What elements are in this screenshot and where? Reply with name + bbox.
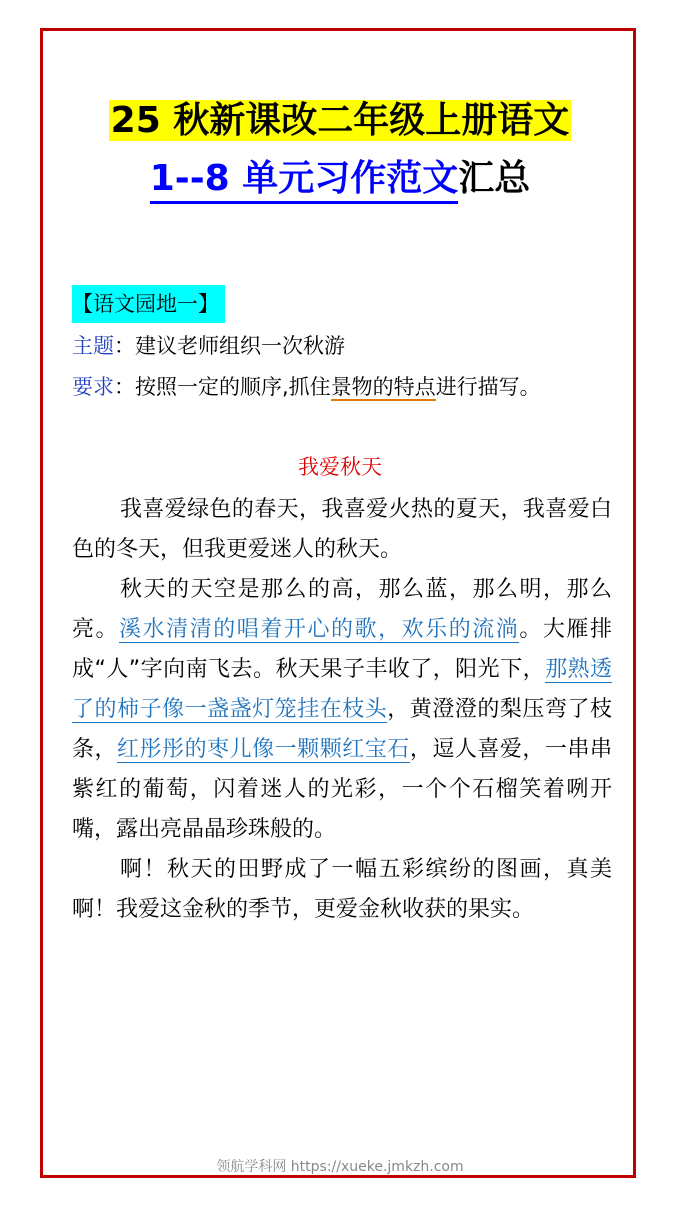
title-highlight: 25 秋新课改二年级上册语文: [110, 100, 570, 141]
requirement-label: 要求: [72, 375, 114, 399]
requirement-text-after: 进行描写。: [435, 375, 541, 399]
title-black-part: 汇总: [458, 158, 531, 199]
p2-text-a: 秋天的天空是那么的高，那么蓝，那么明，那么亮。: [72, 577, 612, 642]
document-title-line1: [0, 96, 680, 146]
footer-watermark: 领航学科网 https://xueke.jmkzh.com: [216, 1159, 464, 1175]
essay-paragraph-3: 啊！秋天的田野成了一幅五彩缤纷的图画，真美啊！我爱这金秋的季节，更爱金秋收获的果实。: [72, 857, 612, 922]
section-tag: 【语文园地一】: [72, 285, 225, 323]
essay-paragraph-1: 我喜爱绿色的春天，我喜爱火热的夏天，我喜爱白色的冬天，但我更爱迷人的秋天。: [72, 497, 612, 562]
title-blue-part: 1--8 单元习作范文: [150, 158, 459, 204]
p2-text-c: 。大雁排成“人”字向南飞去。秋天果子丰收了，阳光下，: [72, 617, 612, 682]
topic-sep: ：: [114, 334, 135, 358]
requirement-text-before: 按照一定的顺序,抓住: [135, 375, 331, 399]
p2-text-e: ，黄澄澄的梨压弯了枝条，: [72, 697, 612, 762]
essay-paragraph-2: [72, 570, 612, 850]
p2-highlight-jujube: 红彤彤的枣儿像一颗颗红宝石: [117, 737, 410, 762]
p2-highlight-stream: 溪水清清的唱着开心的歌，欢乐的流淌: [119, 617, 520, 642]
topic-label: 主题: [72, 334, 114, 358]
essay-body: [72, 490, 612, 930]
document-title-line2: [0, 154, 680, 204]
topic-text: 建议老师组织一次秋游: [135, 334, 345, 358]
essay-title: 我爱秋天: [298, 455, 382, 479]
topic-line: [72, 331, 345, 361]
requirement-line: [72, 372, 541, 402]
requirement-underlined: 景物的特点: [330, 375, 436, 399]
p2-text-g: ，逗人喜爱，一串串紫红的葡萄，闪着迷人的光彩，一个个石榴笑着咧开嘴，露出亮晶晶珍珠般的。: [72, 737, 612, 842]
p2-highlight-persimmon: 那熟透了的柿子像一盏盏灯笼挂在枝头: [72, 657, 612, 722]
requirement-sep: ：: [114, 375, 135, 399]
